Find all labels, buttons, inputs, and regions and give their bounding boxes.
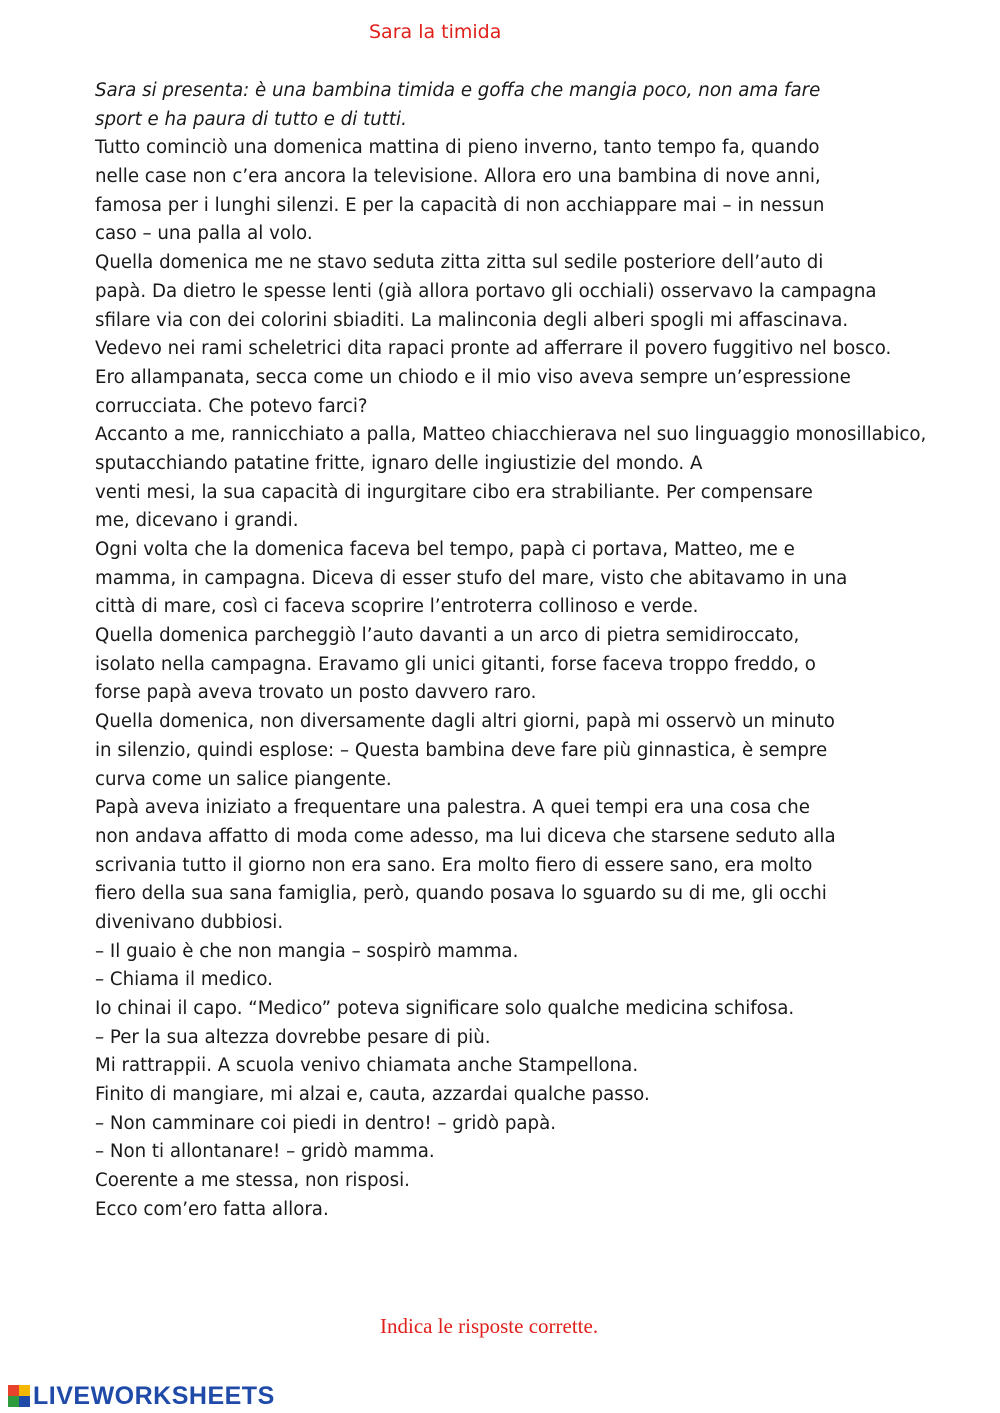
story-line: venti mesi, la sua capacità di ingurgitare cibo era strabiliante. Per compensare [95, 481, 813, 503]
story-line: Tutto cominciò una domenica mattina di pieno inverno, tanto tempo fa, quando [95, 137, 820, 159]
story-line: Accanto a me, rannicchiato a palla, Matteo chiacchierava nel suo linguaggio monosillabico, [95, 424, 927, 446]
story-line: papà. Da dietro le spesse lenti (già allora portavo gli occhiali) osservavo la campagna [95, 280, 877, 302]
story-line: Ogni volta che la domenica faceva bel tempo, papà ci portava, Matteo, me e [95, 539, 795, 560]
story-line: corrucciata. Che potevo farci? [95, 395, 368, 417]
story-line: – Il guaio è che non mangia – sospirò mamma. [95, 940, 519, 962]
instruction-prompt: Indica le risposte corrette. [380, 1314, 599, 1338]
story-line: mamma, in campagna. Diceva di esser stufo del mare, visto che abitavamo in una [95, 567, 848, 589]
intro-line: sport e ha paura di tutto e di tutti. [95, 108, 407, 130]
story-line: Quella domenica, non diversamente dagli altri giorni, papà mi osservò un minuto [95, 711, 835, 733]
story-line: non andava affatto di moda come adesso, ma lui diceva che starsene seduto alla [95, 825, 836, 847]
story-line: sfilare via con dei colorini sbiaditi. La malinconia degli alberi spogli mi affascinava. [95, 309, 849, 331]
logo-block [19, 1385, 30, 1396]
story-line: curva come un salice piangente. [95, 768, 392, 790]
story-line: isolato nella campagna. Eravamo gli unici gitanti, forse faceva troppo freddo, o [95, 653, 816, 675]
story-line: Mi rattrappii. A scuola venivo chiamata anche Stampellona. [95, 1055, 639, 1077]
liveworksheets-logo [8, 1382, 275, 1410]
story-line: Ero allampanata, secca come un chiodo e il mio viso aveva sempre un’espressione [95, 366, 851, 388]
logo-block [8, 1385, 19, 1396]
story-line: città di mare, così ci faceva scoprire l’entroterra collinoso e verde. [95, 596, 699, 618]
story-line: – Non camminare coi piedi in dentro! – gridò papà. [95, 1112, 556, 1134]
story-line: sputacchiando patatine fritte, ignaro delle ingiustizie del mondo. A [95, 452, 703, 474]
story-text [95, 77, 975, 1225]
story-line: Quella domenica me ne stavo seduta zitta zitta sul sedile posteriore dell’auto di [95, 252, 824, 274]
story-line: scrivania tutto il giorno non era sano. Era molto fiero di essere sano, era molto [95, 854, 813, 876]
story-line: Quella domenica parcheggiò l’auto davanti a un arco di pietra semidiroccato, [95, 625, 800, 647]
story-line: Ecco com’ero fatta allora. [95, 1198, 329, 1220]
story-line: – Chiama il medico. [95, 969, 273, 991]
story-line: Vedevo nei rami scheletrici dita rapaci pronte ad afferrare il povero fuggitivo nel bosco. [95, 338, 892, 360]
logo-block [19, 1396, 30, 1407]
story-line: – Per la sua altezza dovrebbe pesare di più. [95, 1026, 491, 1048]
worksheet-title: Sara la timida [369, 21, 502, 43]
story-line: divenivano dubbiosi. [95, 911, 284, 933]
intro-line: Sara si presenta: è una bambina timida e goffa che mangia poco, non ama fare [95, 80, 821, 101]
logo-text: LIVEWORKSHEETS [33, 1382, 275, 1410]
story-line: Papà aveva iniziato a frequentare una palestra. A quei tempi era una cosa che [95, 797, 810, 819]
logo-blocks-icon [8, 1385, 30, 1407]
story-line: fiero della sua sana famiglia, però, quando posava lo sguardo su di me, gli occhi [95, 883, 827, 905]
story-line: Coerente a me stessa, non risposi. [95, 1170, 410, 1192]
story-line: famosa per i lunghi silenzi. E per la capacità di non acchiappare mai – in nessun [95, 194, 825, 216]
logo-block [8, 1396, 19, 1407]
story-line: me, dicevano i grandi. [95, 510, 299, 532]
story-line: Finito di mangiare, mi alzai e, cauta, azzardai qualche passo. [95, 1084, 650, 1106]
story-line: forse papà aveva trovato un posto davvero raro. [95, 682, 537, 704]
story-line: – Non ti allontanare! – gridò mamma. [95, 1141, 435, 1163]
story-line: caso – una palla al volo. [95, 223, 313, 245]
story-line: Io chinai il capo. “Medico” poteva significare solo qualche medicina schifosa. [95, 998, 795, 1019]
story-line: in silenzio, quindi esplose: – Questa bambina deve fare più ginnastica, è sempre [95, 739, 828, 761]
story-line: nelle case non c’era ancora la televisione. Allora ero una bambina di nove anni, [95, 166, 821, 188]
